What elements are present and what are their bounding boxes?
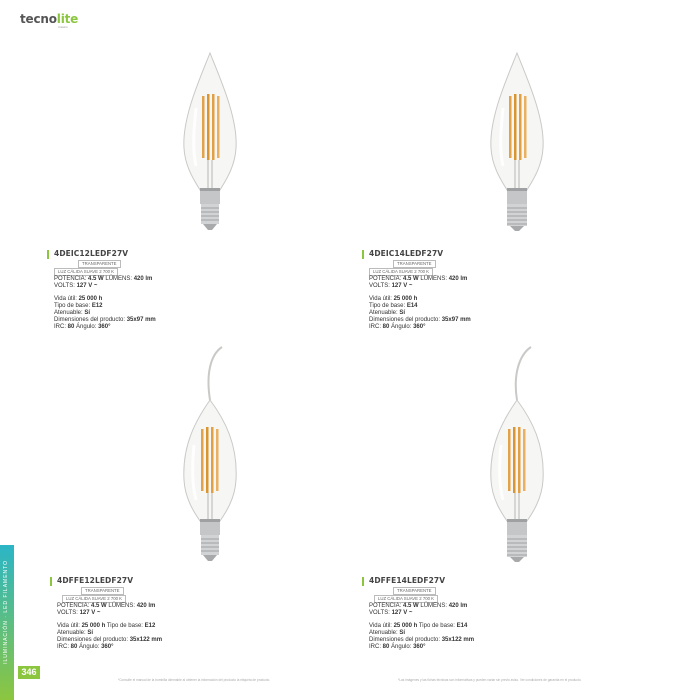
product-spec-block (54, 250, 156, 331)
light-tag: LUZ CÁLIDA SUAVE 2 700 K (374, 595, 438, 603)
accent-bar (47, 250, 49, 259)
side-section-label: ILUMINACIÓN · LED FILAMENTO (3, 560, 9, 664)
footnote-left: *Consulte el manual de la bombilla dimmable al obtener la información del producto la etiqueta de producto. (118, 678, 271, 682)
accent-bar (362, 250, 364, 259)
light-tag: LUZ CÁLIDA SUAVE 2 700 K (369, 268, 433, 276)
life-base-line: Vida útil: 25 000 h Tipo de base: E12 (57, 623, 156, 629)
finish-tag: TRANSPARENTE (81, 587, 124, 595)
dimensions-line: Dimensiones del producto: 35x122 mm (57, 637, 163, 643)
light-tag: LUZ CÁLIDA SUAVE 2 700 K (54, 268, 118, 276)
base-line: Tipo de base: E12 (54, 303, 103, 309)
page-number: 346 (18, 666, 40, 679)
finish-tag: TRANSPARENTE (393, 260, 436, 268)
dimmable-line: Atenuable: Sí (54, 310, 91, 316)
brand-logo (20, 12, 79, 29)
product-code: 4DEIC12LEDF27V (54, 249, 129, 258)
product-code-row (369, 577, 474, 586)
product-spec-block (369, 577, 474, 651)
life-line: Vida útil: 25 000 h (54, 296, 103, 302)
dimensions-line: Dimensiones del producto: 35x97 mm (54, 317, 156, 323)
power-line: POTENCIA: 4.5 W LÚMENS: 420 lm (369, 603, 468, 609)
bulb-image-flame-e12 (170, 345, 250, 575)
volts-line: VOLTS: 127 V ~ (369, 283, 413, 289)
dimmable-line: Atenuable: Sí (369, 310, 406, 316)
product-code-row (54, 250, 156, 259)
dimmable-line: Atenuable: Sí (57, 630, 94, 636)
dimmable-line: Atenuable: Sí (369, 630, 406, 636)
volts-line: VOLTS: 127 V ~ (54, 283, 98, 289)
accent-bar (50, 577, 52, 586)
volts-line: VOLTS: 127 V ~ (57, 610, 101, 616)
bulb-image-flame-e14 (477, 345, 557, 575)
bulb-image-candle-e12 (170, 48, 250, 233)
product-code: 4DFFE14LEDF27V (369, 576, 446, 585)
life-base-line: Vida útil: 25 000 h Tipo de base: E14 (369, 623, 468, 629)
finish-tag: TRANSPARENTE (393, 587, 436, 595)
brand-name-accent: lite (56, 12, 79, 26)
bulb-image-candle-e14 (477, 48, 557, 233)
light-tag: LUZ CÁLIDA SUAVE 2 700 K (62, 595, 126, 603)
irc-line: IRC: 80 Ángulo: 360° (369, 644, 426, 650)
accent-bar (362, 577, 364, 586)
power-line: POTENCIA: 4.5 W LÚMENS: 420 lm (369, 276, 468, 282)
power-line: POTENCIA: 4.5 W LÚMENS: 420 lm (54, 276, 153, 282)
irc-line: IRC: 80 Ángulo: 360° (54, 324, 111, 330)
base-line: Tipo de base: E14 (369, 303, 418, 309)
power-line: POTENCIA: 4.5 W LÚMENS: 420 lm (57, 603, 156, 609)
volts-line: VOLTS: 127 V ~ (369, 610, 413, 616)
product-code: 4DEIC14LEDF27V (369, 249, 444, 258)
irc-line: IRC: 80 Ángulo: 360° (369, 324, 426, 330)
life-line: Vida útil: 25 000 h (369, 296, 418, 302)
dimensions-line: Dimensiones del producto: 35x97 mm (369, 317, 471, 323)
finish-tag: TRANSPARENTE (78, 260, 121, 268)
product-code-row (369, 250, 471, 259)
dimensions-line: Dimensiones del producto: 35x122 mm (369, 637, 475, 643)
product-spec-block (369, 250, 471, 331)
product-code-row (57, 577, 162, 586)
brand-subtitle: mexico (58, 25, 68, 29)
brand-name-part: tecno (20, 12, 57, 26)
product-code: 4DFFE12LEDF27V (57, 576, 134, 585)
product-spec-block (57, 577, 162, 651)
irc-line: IRC: 80 Ángulo: 360° (57, 644, 114, 650)
footnote-right: *Las imágenes y las fichas técnicas son informativas y pueden variar sin previo aviso. Ver condiciones de garantía en el producto. (398, 678, 582, 682)
